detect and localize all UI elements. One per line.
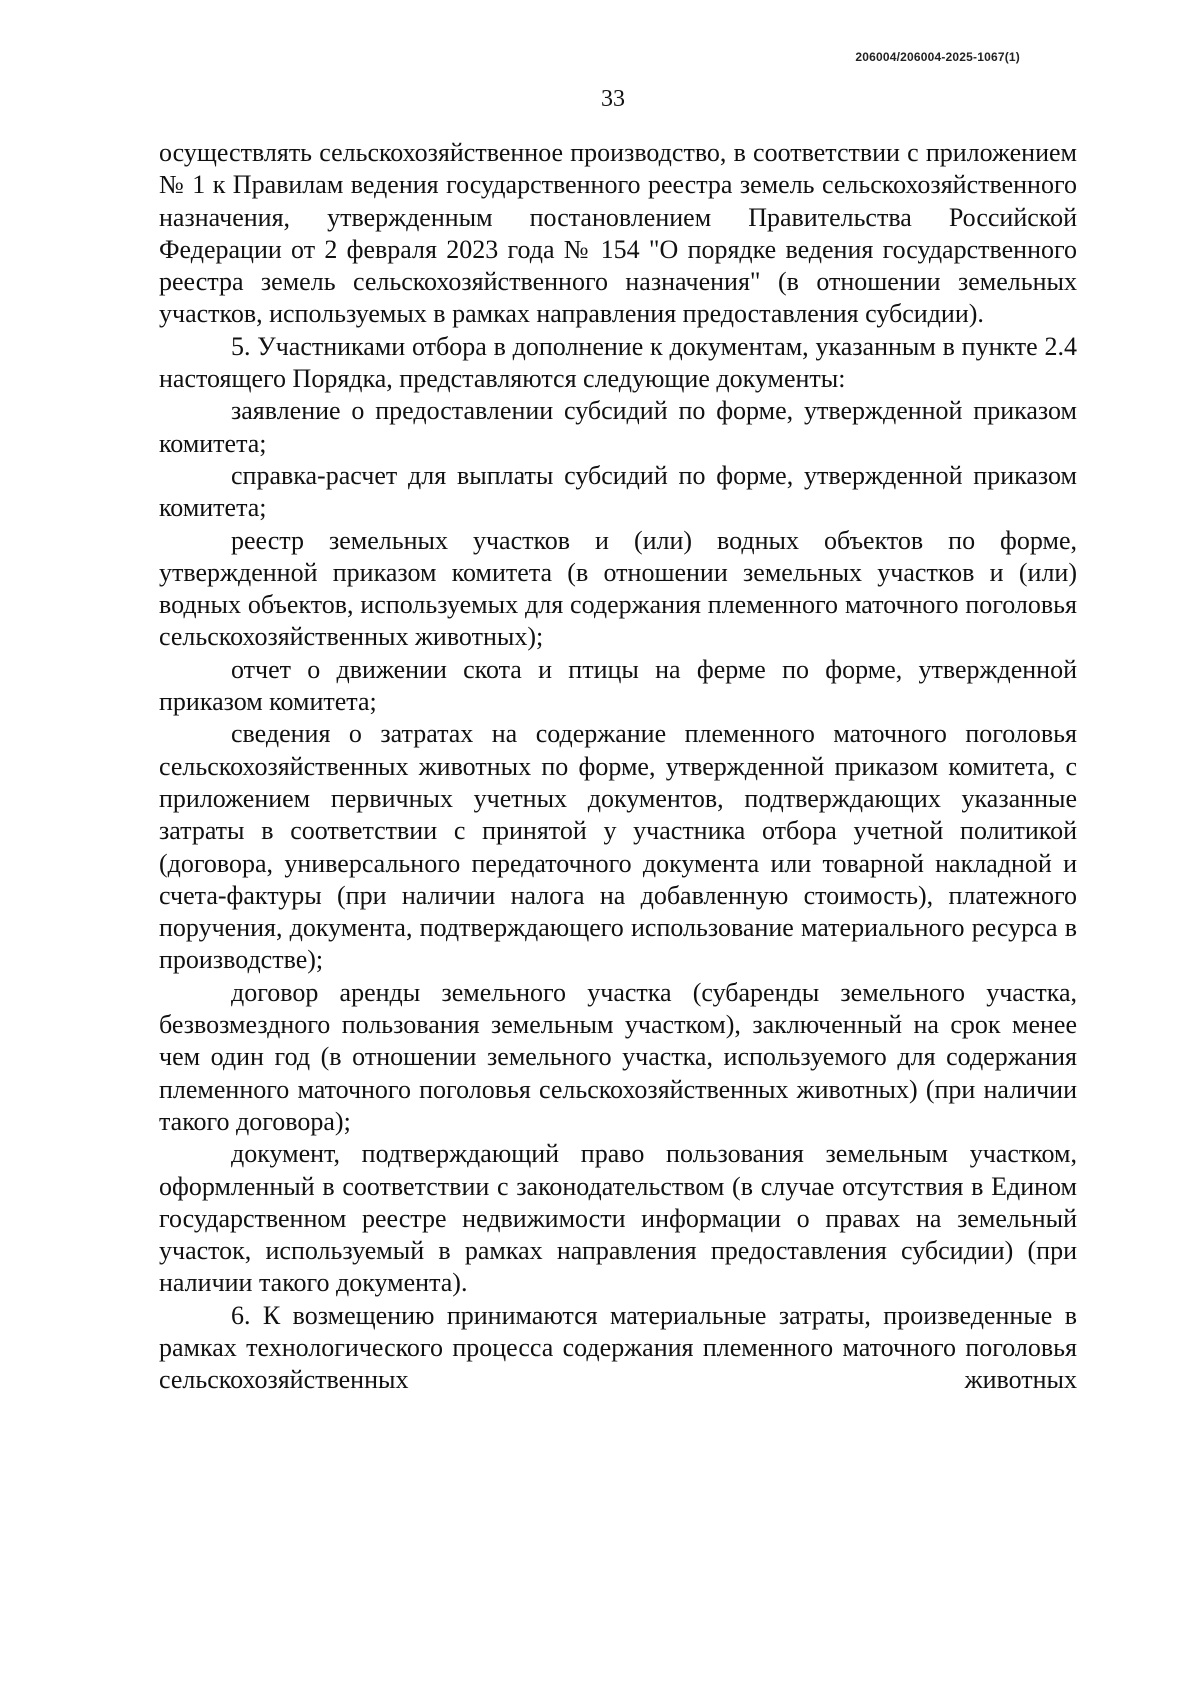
document-registration-number: 206004/206004-2025-1067(1) xyxy=(855,50,1020,64)
paragraph-item-6: 6. К возмещению принимаются материальные затраты, произведенные в рамках технологического процесса содержания племенного маточного поголовья сельскохозяйственных животных xyxy=(159,1300,1077,1395)
list-item-livestock-report: отчет о движении скота и птицы на ферме по форме, утвержденной приказом комитета; xyxy=(159,654,1077,717)
list-item-calculation-certificate: справка-расчет для выплаты субсидий по форме, утвержденной приказом комитета; xyxy=(159,460,1077,523)
list-item-cost-information: сведения о затратах на содержание племенного маточного поголовья сельскохозяйственных животных по форме, утвержденной приказом комитета, с приложением первичных учетных документов, подтверждающих указанные затраты в соответствии с принятой у участника отбора учетной политикой (договора, универсального передаточного документа или товарной накладной и счета-фактуры (при наличии налога на добавленную стоимость), платежного поручения, документа, подтверждающего использование материального ресурса в производстве); xyxy=(159,719,1077,975)
list-item-lease-agreement: договор аренды земельного участка (субаренды земельного участка, безвозмездного пользования земельным участком), заключенный на срок менее чем один год (в отношении земельного участка, используемого для содержания племенного маточного поголовья сельскохозяйственных животных) (при наличии такого договора); xyxy=(159,977,1077,1136)
list-item-land-registry: реестр земельных участков и (или) водных объектов по форме, утвержденной приказом комитета (в отношении земельных участков и (или) водных объектов, используемых для содержания племенного маточного поголовья сельскохозяйственных животных); xyxy=(159,525,1077,652)
page-number: 33 xyxy=(601,86,625,112)
document-body xyxy=(159,137,1077,1397)
paragraph-item-5: 5. Участниками отбора в дополнение к документам, указанным в пункте 2.4 настоящего Порядка, представляются следующие документы: xyxy=(159,331,1077,394)
list-item-application: заявление о предоставлении субсидий по форме, утвержденной приказом комитета; xyxy=(159,396,1077,458)
list-item-land-use-right-document: документ, подтверждающий право пользования земельным участком, оформленный в соответствии с законодательством (в случае отсутствия в Едином государственном реестре недвижимости информации о правах на земельный участок, используемый в рамках направления предоставления субсидии) (при наличии такого документа). xyxy=(159,1139,1077,1298)
paragraph-continuation: осуществлять сельскохозяйственное производство, в соответствии с приложением № 1 к Правилам ведения государственного реестра земель сельскохозяйственного назначения, утвержденным постановлением Правительства Российской Федерации от 2 февраля 2023 года № 154 "О порядке ведения государственного реестра земель сельскохозяйственного назначения" (в отношении земельных участков, используемых в рамках направления предоставления субсидии). xyxy=(159,138,1077,329)
